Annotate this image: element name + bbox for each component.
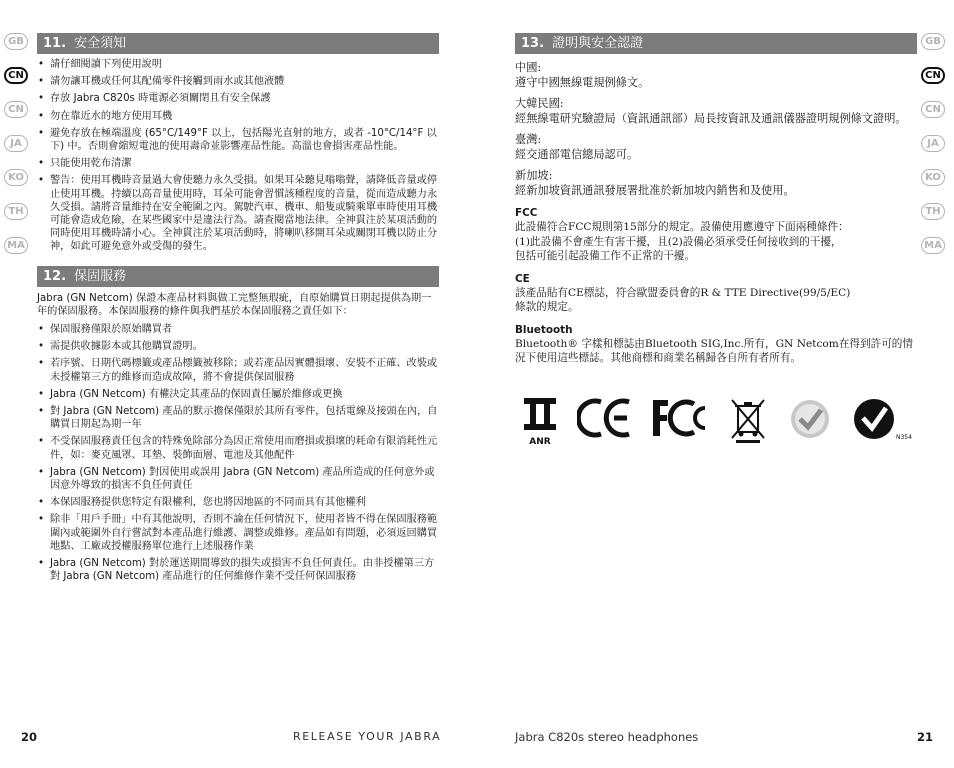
fcc-heading: FCC: [515, 207, 538, 219]
lang-tab-cn[interactable]: CN: [921, 101, 945, 118]
list-item: • Jabra (GN Netcom) 對因使用或誤用 Jabra (GN Netcom) 產品所造成的任何意外或因意外導致的損害不負任何責任: [37, 466, 439, 492]
lang-tab-ko[interactable]: KO: [921, 169, 945, 186]
section-number: 13.: [521, 36, 545, 51]
safety-list: [37, 58, 439, 254]
language-tabs-left: [4, 33, 30, 271]
fcc-line: 包括可能引起設備工作不正常的干擾。: [515, 250, 696, 262]
list-item: • 除非「用戶手冊」中有其他說明，否則不論在任何情況下，使用者皆不得在保固服務範圍內或範圍外自行嘗試對本產品進行維護、調整或維修。產品如有問題，必須返回購買地點、工廠或授權服務單位進行上述服務作業: [37, 513, 439, 553]
list-item: • Jabra (GN Netcom) 對於運送期間導致的損失或損害不負任何責任。由非授權第三方對 Jabra (GN Netcom) 產品進行的任何維修作業不受任何保固服務: [37, 557, 439, 583]
list-item: • 存放 Jabra C820s 時電源必須關閉且有安全保護: [37, 92, 439, 105]
page-number-left: 20: [21, 730, 38, 744]
list-item: • 需提供收據影本或其他購買證明。: [37, 340, 439, 353]
region-china: [515, 60, 917, 90]
lang-tab-ko[interactable]: KO: [4, 169, 28, 186]
region-text: 經新加坡資訊通訊發展署批准於新加坡內銷售和及使用。: [515, 184, 795, 197]
anr-logo-icon: [521, 396, 559, 448]
footer-tagline: RELEASE YOUR JABRA: [293, 730, 442, 743]
lang-tab-cn[interactable]: CN: [4, 101, 28, 118]
region-name: 大韓民國:: [515, 97, 564, 110]
list-item: • 只能使用乾布清潔: [37, 157, 439, 170]
weee-bin-icon: [728, 396, 768, 444]
lang-tab-th[interactable]: TH: [921, 203, 945, 220]
list-item: • 勿在靠近水的地方使用耳機: [37, 110, 439, 123]
page-number-right: 21: [917, 730, 934, 744]
region-text: 經交通部電信總局認可。: [515, 148, 639, 161]
right-page: [477, 0, 954, 768]
region-name: 臺灣:: [515, 133, 542, 146]
fcc-line: 此設備符合FCC規則第15部分的規定。設備使用應遵守下面兩種條件：: [515, 221, 849, 233]
list-item: • 對 Jabra (GN Netcom) 產品的默示擔保僅限於其所有零件，包括電線及接頭在內，自購買日期起為期一年: [37, 405, 439, 431]
region-name: 新加坡:: [515, 169, 553, 182]
warranty-list: [37, 323, 439, 583]
ce-mark-icon: [577, 396, 635, 440]
fcc-logo-icon: [650, 396, 712, 440]
list-item: • 保固服務僅限於原始購買者: [37, 323, 439, 336]
language-tabs-right: [921, 33, 947, 271]
anr-label: ANR: [529, 436, 551, 447]
c-tick-logo-icon: [852, 396, 918, 442]
section-title: 證明與安全認證: [552, 36, 644, 51]
section-number: 12.: [43, 268, 67, 284]
lang-tab-th[interactable]: TH: [4, 203, 28, 220]
bluetooth-text: Bluetooth® 字樣和標誌由Bluetooth SIG,Inc.所有，GN Netcom在得到許可的情況下使用這些標誌。其他商標和商業名稱歸各自所有者所有。: [515, 337, 913, 364]
bluetooth-heading: Bluetooth: [515, 323, 573, 336]
compliance-tick-icon: [787, 396, 833, 442]
lang-tab-ma[interactable]: MA: [4, 237, 28, 254]
n-number-label: N354: [896, 433, 912, 441]
lang-tab-gb[interactable]: GB: [4, 33, 28, 50]
section-11-header: [37, 33, 439, 54]
section-13-header: [515, 33, 917, 54]
lang-tab-cn-active[interactable]: CN: [4, 67, 28, 84]
list-item: • 請勿讓耳機或任何其配備零件接觸到雨水或其他液體: [37, 75, 439, 88]
left-column: [37, 33, 439, 588]
lang-tab-gb[interactable]: GB: [921, 33, 945, 50]
certification-logos: [515, 396, 917, 456]
region-korea: [515, 96, 917, 126]
section-number: 11.: [43, 36, 67, 51]
lang-tab-ja[interactable]: JA: [921, 135, 945, 152]
region-taiwan: [515, 132, 917, 162]
section-title: 安全須知: [74, 36, 127, 51]
ce-line: 條款的規定。: [515, 301, 579, 313]
list-item: • Jabra (GN Netcom) 有權決定其產品的保固責任屬於維修或更換: [37, 388, 439, 401]
list-item: • 若序號、日期代碼標籤或產品標籤被移除；或若產品因實體損壞、安裝不正確、改裝或未授權第三方的維修而造成故障，將不會提供保固服務: [37, 357, 439, 383]
lang-tab-ja[interactable]: JA: [4, 135, 28, 152]
fcc-line: (1)此設備不會產生有害干擾，且(2)設備必須承受任何接收到的干擾，: [515, 235, 842, 248]
region-text: 經無線電研究驗證局（資訊通訊部）局長按資訊及通訊儀器證明規例條文證明。: [515, 112, 907, 125]
list-item: • 避免存放在極端溫度 (65°C/149°F 以上，包括陽光直射的地方，或者 -10°C/14°F 以下) 中。否則會縮短電池的使用壽命並影響產品性能。高溫也會損害產品性能。: [37, 127, 439, 153]
footer-product-name: Jabra C820s stereo headphones: [515, 730, 699, 744]
section-title: 保固服務: [74, 268, 127, 284]
list-item: • 警告：使用耳機時音量過大會使聽力永久受損。如果耳朵聽見嗡嗡聲，請降低音量或停止使用耳機。持續以高音量使用時，耳朵可能會習慣該種程度的音量，從而造成聽力永久受損。請將音量維持在安全範圍之內。駕駛汽車、機車、船隻或騎乘單車時使用耳機可能會造成危險，在某些國家中是違法行為。請查閱當地法律。全神貫注於某項活動的同時使用耳機時請小心。全神貫注於某項活動時，將喇叭移開耳朵或關閉耳機以防止分神，如此可避免意外或受傷的發生。: [37, 174, 439, 253]
region-name: 中國:: [515, 61, 542, 74]
right-column: [515, 33, 917, 456]
warranty-intro: Jabra (GN Netcom) 保證本產品材料與做工完整無瑕疵，自原始購買日期起提供為期一年的保固服務。本保固服務的條件與我們基於本保固服務之責任如下：: [37, 292, 432, 317]
list-item: • 本保固服務提供您特定有限權利，您也將因地區的不同而具有其他權利: [37, 496, 439, 509]
section-12-header: [37, 266, 439, 287]
ce-heading: CE: [515, 272, 530, 285]
region-text: 遵守中國無線電規例條文。: [515, 76, 650, 89]
region-singapore: [515, 168, 917, 198]
lang-tab-cn-active[interactable]: CN: [921, 67, 945, 84]
list-item: • 不受保固服務責任包含的特殊免除部分為因正常使用而磨損或損壞的耗命有限消耗性元件，如：麥克風罩、耳墊、裝飾面層、電池及其他配件: [37, 435, 439, 461]
ce-line: 該產品貼有CE標誌，符合歐盟委員會的R & TTE Directive(99/5/EC): [515, 286, 851, 299]
lang-tab-ma[interactable]: MA: [921, 237, 945, 254]
list-item: • 請仔細閱讀下列使用說明: [37, 58, 439, 71]
